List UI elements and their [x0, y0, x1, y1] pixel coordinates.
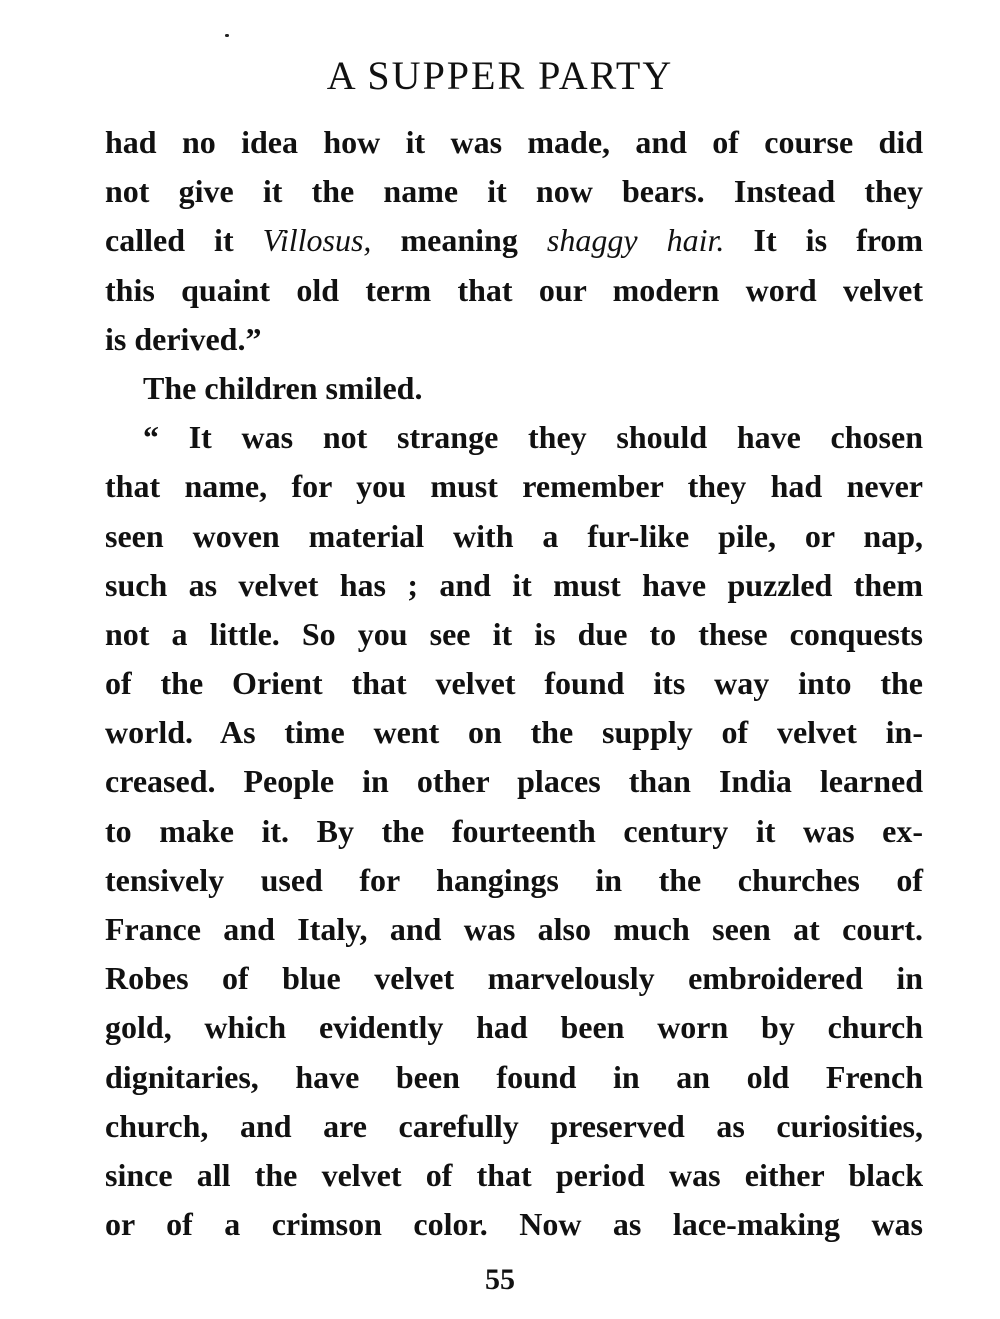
- text-run: called it: [105, 222, 263, 259]
- text-line: world. As time went on the supply of velvet in-: [105, 714, 923, 751]
- italic-term-shaggy-hair: shaggy hair.: [546, 222, 725, 259]
- text-run: meaning: [371, 222, 547, 259]
- text-line: not give it the name it now bears. Instead they: [105, 173, 923, 210]
- text-line: creased. People in other places than India learned: [105, 763, 923, 800]
- print-speck: [225, 34, 229, 37]
- text-line: dignitaries, have been found in an old French: [105, 1058, 923, 1095]
- running-head: A SUPPER PARTY: [326, 53, 674, 98]
- text-run: It is from: [724, 222, 924, 259]
- text-line: tensively used for hangings in the churches of: [105, 861, 923, 898]
- text-line: that name, for you must remember they had never: [105, 468, 923, 505]
- text-line: Robes of blue velvet marvelously embroidered in: [105, 960, 923, 997]
- text-line: France and Italy, and was also much seen at court.: [105, 911, 923, 947]
- text-line: seen woven material with a fur-like pile, or nap,: [105, 517, 923, 554]
- text-line: or of a crimson color. Now as lace-making was: [105, 1206, 923, 1243]
- page-number: 55: [485, 1263, 515, 1296]
- text-line: not a little. So you see it is due to these conquests: [105, 615, 923, 652]
- text-line: is derived.”: [105, 320, 262, 357]
- text-line: since all the velvet of that period was either black: [105, 1156, 923, 1193]
- body-text: [105, 118, 923, 1249]
- text-line: such as velvet has ; and it must have puzzled them: [105, 566, 923, 603]
- text-line: had no idea how it was made, and of course did: [105, 124, 923, 160]
- text-line: this quaint old term that our modern word velvet: [105, 271, 923, 308]
- italic-term-villosus: Villosus,: [262, 222, 372, 259]
- text-line: The children smiled.: [143, 369, 423, 406]
- text-line: “ It was not strange they should have chosen: [143, 419, 923, 456]
- text-line: gold, which evidently had been worn by church: [105, 1009, 923, 1046]
- text-line: [105, 216, 923, 265]
- text-line: of the Orient that velvet found its way into the: [105, 665, 923, 702]
- text-line: church, and are carefully preserved as curiosities,: [105, 1107, 923, 1144]
- text-line: to make it. By the fourteenth century it was ex-: [105, 812, 923, 849]
